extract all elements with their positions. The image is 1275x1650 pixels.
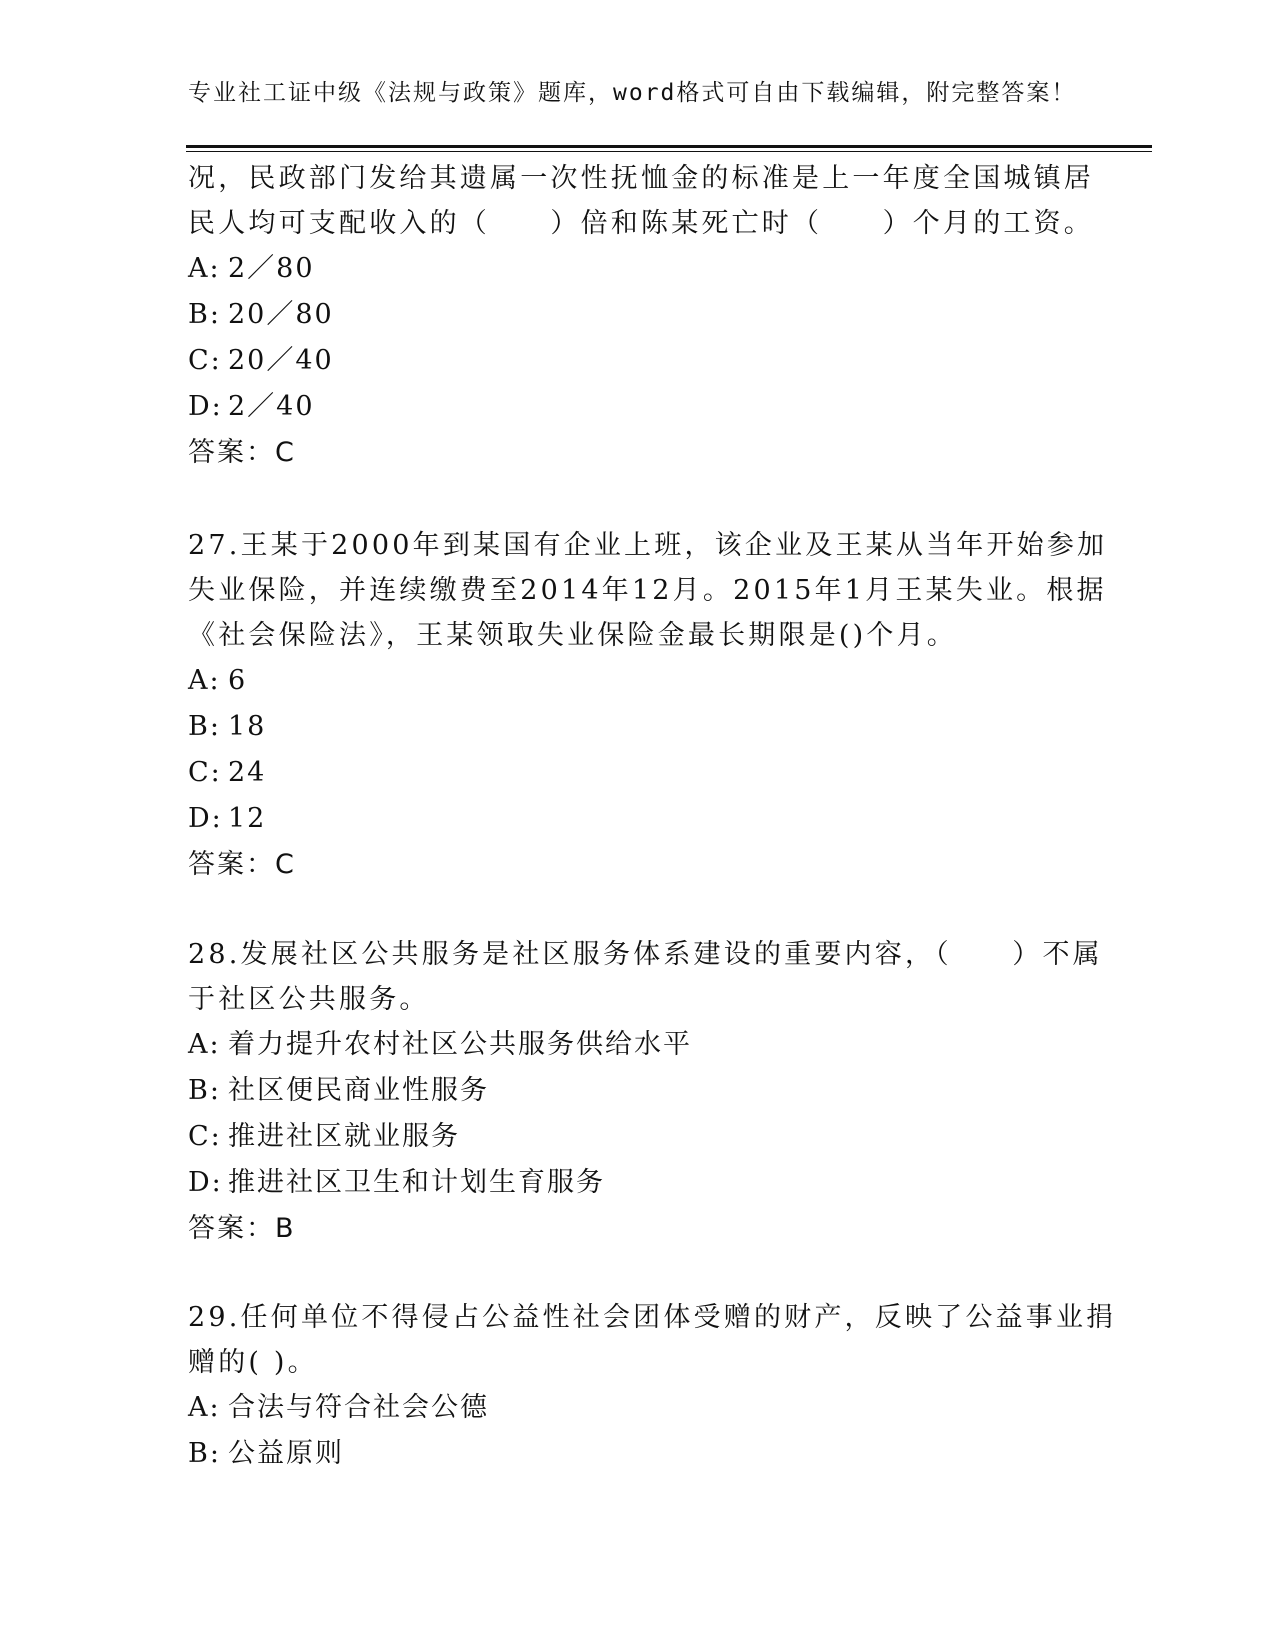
- answer: 答案：C: [188, 849, 296, 880]
- option-text: 20／80: [228, 299, 334, 330]
- option-label: C:: [188, 757, 222, 788]
- option-text: 着力提升农村社区公共服务供给水平: [228, 1029, 692, 1060]
- option-label: C:: [188, 1121, 222, 1152]
- option-label: D:: [188, 803, 223, 834]
- option-label: B:: [188, 1438, 221, 1469]
- answer: 答案：C: [188, 437, 296, 468]
- option-text: 推进社区就业服务: [228, 1121, 460, 1152]
- question-29: [188, 1295, 1117, 1477]
- option-d: [188, 796, 1108, 842]
- option-b: [188, 1068, 1108, 1114]
- option-label: B:: [188, 711, 221, 742]
- question-text-line: 《社会保险法》，王某领取失业保险金最长期限是()个月。: [188, 620, 957, 651]
- answer: 答案：B: [188, 1213, 296, 1244]
- option-a: [188, 1022, 1108, 1068]
- question-text-line: 于社区公共服务。: [188, 984, 430, 1015]
- question-text-line: 27.王某于2000年到某国有企业上班，该企业及王某从当年开始参加: [188, 530, 1108, 561]
- option-label: D:: [188, 391, 223, 422]
- question-text-line: 况，民政部门发给其遗属一次性抚恤金的标准是上一年度全国城镇居: [188, 163, 1094, 194]
- page-header: 专业社工证中级《法规与政策》题库，word格式可自由下载编辑，附完整答案！: [188, 80, 1077, 106]
- question-26: [188, 156, 1108, 476]
- question-28: [188, 932, 1108, 1252]
- option-text: 2／80: [228, 253, 315, 284]
- option-d: [188, 384, 1108, 430]
- option-b: [188, 292, 1108, 338]
- option-label: A:: [188, 1392, 221, 1423]
- question-text-line: 29.任何单位不得侵占公益性社会团体受赠的财产，反映了公益事业捐: [188, 1302, 1117, 1333]
- option-text: 24: [228, 757, 267, 788]
- option-label: A:: [188, 1029, 221, 1060]
- option-label: A:: [188, 253, 221, 284]
- question-text-line: 民人均可支配收入的（ ）倍和陈某死亡时（ ）个月的工资。: [188, 208, 1094, 239]
- option-text: 20／40: [228, 345, 334, 376]
- option-text: 2／40: [228, 391, 315, 422]
- option-label: D:: [188, 1167, 223, 1198]
- option-text: 12: [228, 803, 267, 834]
- option-c: [188, 338, 1108, 384]
- option-d: [188, 1160, 1108, 1206]
- option-label: A:: [188, 665, 221, 696]
- header-rule-thick: [186, 145, 1152, 148]
- option-a: [188, 1385, 1108, 1431]
- question-text-line: 28.发展社区公共服务是社区服务体系建设的重要内容，（ ）不属: [188, 939, 1103, 970]
- header-rule-thin: [186, 151, 1152, 152]
- option-c: [188, 1114, 1108, 1160]
- option-label: C:: [188, 345, 222, 376]
- option-b: [188, 704, 1108, 750]
- option-c: [188, 750, 1108, 796]
- question-27: [188, 523, 1108, 888]
- option-a: [188, 246, 1108, 292]
- option-text: 推进社区卫生和计划生育服务: [228, 1167, 605, 1198]
- option-label: B:: [188, 299, 221, 330]
- option-text: 合法与符合社会公德: [228, 1392, 489, 1423]
- option-b: [188, 1431, 1108, 1477]
- question-text-line: 赠的( )。: [188, 1347, 318, 1378]
- option-text: 6: [228, 665, 248, 696]
- option-a: [188, 658, 1108, 704]
- option-text: 社区便民商业性服务: [228, 1075, 489, 1106]
- option-label: B:: [188, 1075, 221, 1106]
- option-text: 公益原则: [228, 1438, 344, 1469]
- option-text: 18: [228, 711, 267, 742]
- question-text-line: 失业保险，并连续缴费至2014年12月。2015年1月王某失业。根据: [188, 575, 1107, 606]
